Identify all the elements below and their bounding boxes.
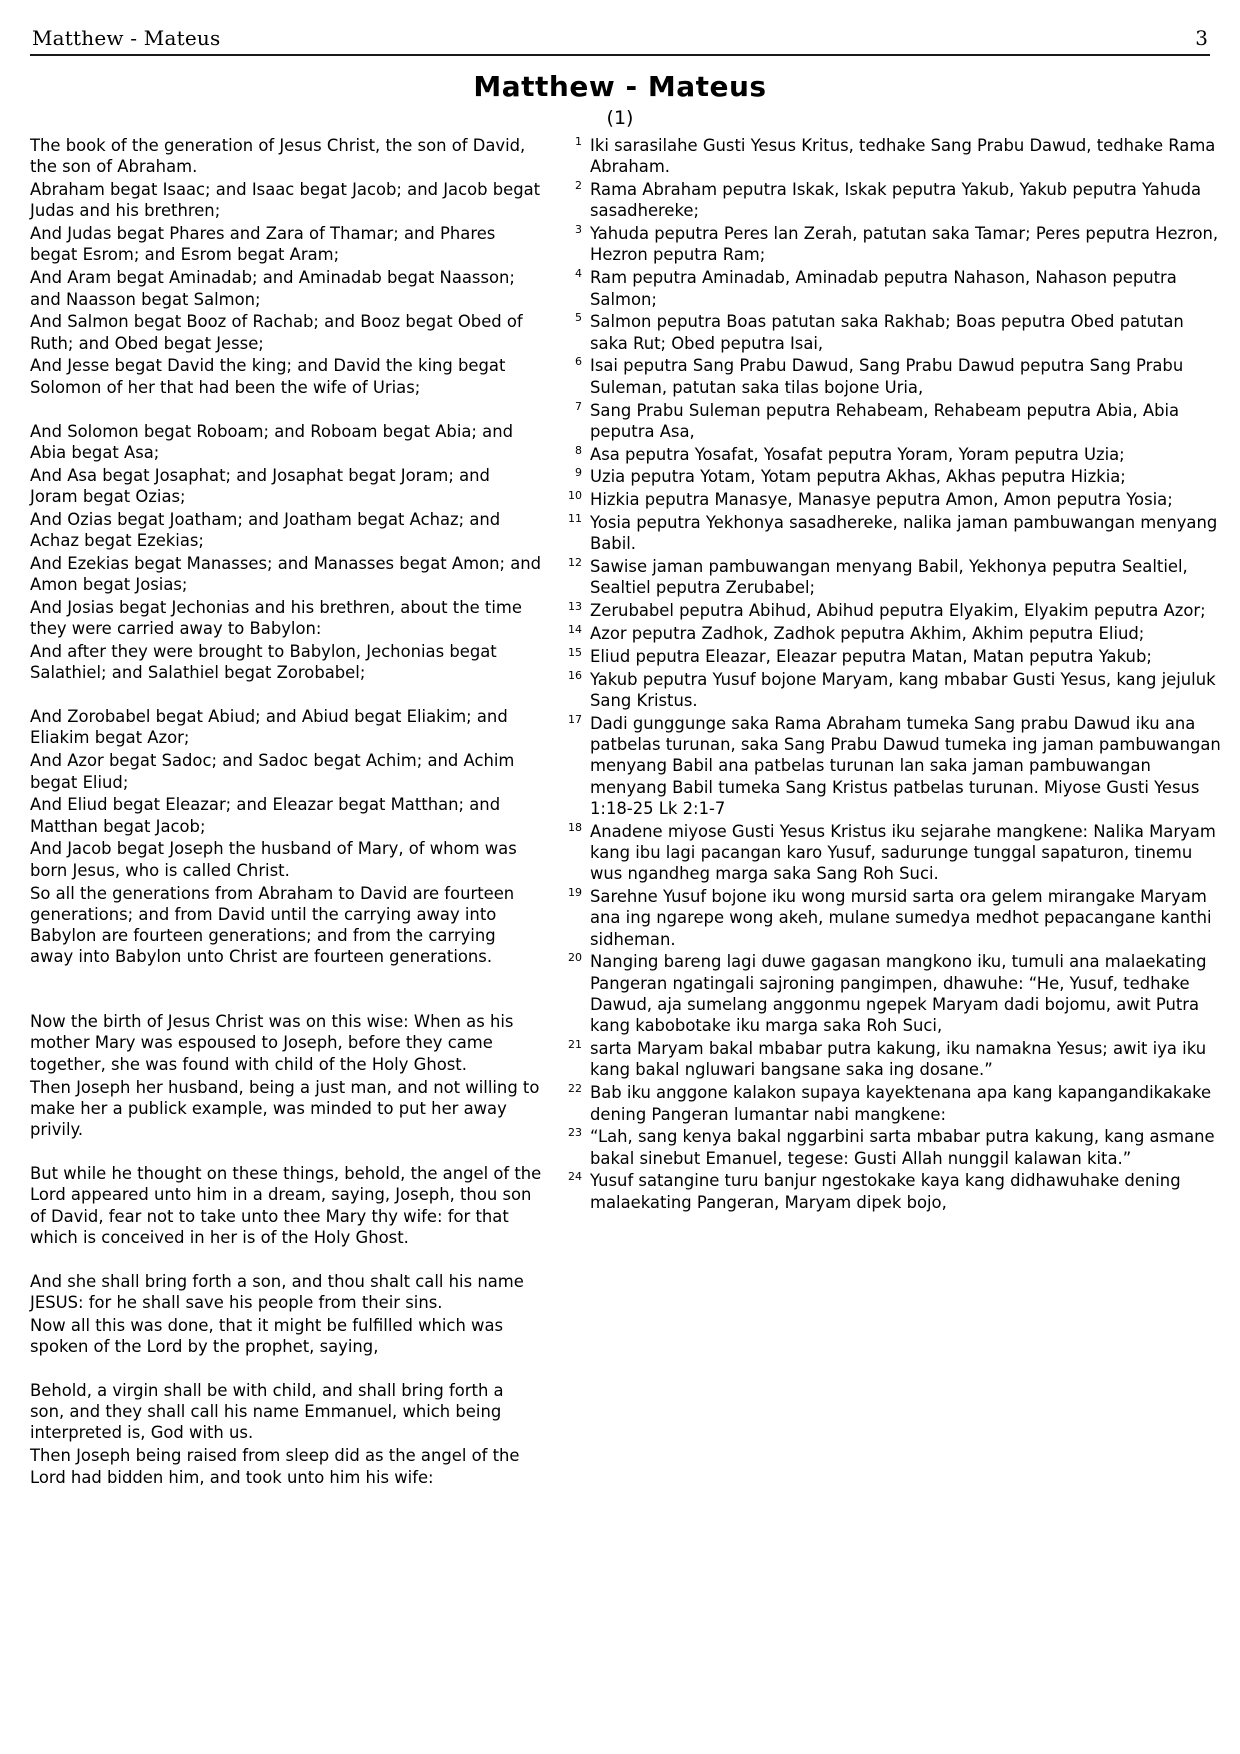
verse-paragraph: Now all this was done, that it might be fulfilled which was spoken of the Lord by the prophet, saying,	[30, 1315, 504, 1357]
verse-text: Yakub peputra Yusuf bojone Maryam, kang mbabar Gusti Yesus, kang jejuluk Sang Kristus.	[590, 669, 1216, 710]
running-header-title: Matthew - Mateus	[32, 26, 221, 50]
verse-row	[560, 1082, 1222, 1125]
verse-text: Ram peputra Aminadab, Aminadab peputra Nahason, Nahason peputra Salmon;	[590, 268, 1177, 309]
verse-row	[560, 489, 1222, 510]
verse-row	[560, 886, 1222, 950]
verse-paragraph: So all the generations from Abraham to David are fourteen generations; and from David until the carrying away into Babylon are fourteen generations; and from the carrying away into Babylon unto Christ are fourteen generations.	[30, 883, 515, 967]
verse-row	[560, 466, 1222, 487]
verse-row	[560, 311, 1222, 354]
verse-paragraph: And after they were brought to Babylon, Jechonias begat Salathiel; and Salathiel begat Zorobabel;	[30, 642, 497, 683]
verse-number: 16	[568, 668, 582, 682]
paragraph-spacer	[30, 969, 542, 990]
verse-paragraph: Then Joseph her husband, being a just man, and not willing to make her a publick example, was minded to put her away privily.	[30, 1077, 540, 1140]
verse-paragraph: And Aram begat Aminadab; and Aminadab begat Naasson; and Naasson begat Salmon;	[30, 268, 515, 309]
verse-text: Nanging bareng lagi duwe gagasan mangkono iku, tumuli ana malaekating Pangeran ngatingali sajroning pangimpen, dhawuhe: “He, Yusuf, tedhake Dawud, aja sumelang anggonmu ngepek Maryam dadi bojomu, awit Putra kang kabobotake iku marga saka Roh Suci,	[590, 952, 1207, 1036]
paragraph-spacer	[30, 990, 542, 1011]
verse-row	[560, 623, 1222, 644]
verse-text: Sarehne Yusuf bojone iku wong mursid sarta ora gelem mirangake Maryam ana ing ngarepe wong akeh, mulane sumedya medhot pepacangane kanthi sidheman.	[590, 887, 1212, 949]
verse-paragraph: Abraham begat Isaac; and Isaac begat Jacob; and Jacob begat Judas and his brethren;	[30, 180, 541, 221]
verse-number: 4	[575, 267, 582, 281]
paragraph-spacer	[30, 1359, 542, 1380]
verse-number: 13	[568, 600, 582, 614]
verse-row	[560, 267, 1222, 310]
verse-text: Azor peputra Zadhok, Zadhok peputra Akhim, Akhim peputra Eliud;	[590, 624, 1145, 644]
verse-paragraph: And Josias begat Jechonias and his brethren, about the time they were carried away to Babylon:	[30, 597, 522, 639]
verse-text: Sang Prabu Suleman peputra Rehabeam, Rehabeam peputra Abia, Abia peputra Asa,	[590, 400, 1180, 441]
verse-row	[560, 646, 1222, 667]
paragraph-spacer	[30, 1142, 542, 1163]
running-header	[30, 28, 1210, 54]
verse-row	[560, 135, 1222, 178]
verse-paragraph: And Ozias begat Joatham; and Joatham begat Achaz; and Achaz begat Ezekias;	[30, 509, 501, 551]
verse-row	[560, 713, 1222, 819]
verse-text: Bab iku anggone kalakon supaya kayektenana apa kang kapangandikakake dening Pangeran lumantar nabi mangkene:	[590, 1083, 1212, 1124]
verse-row	[560, 179, 1222, 222]
verse-number: 19	[568, 886, 582, 900]
verse-text: “Lah, sang kenya bakal nggarbini sarta mbabar putra kakung, kang asmane bakal sinebut Emanuel, tegese: Gusti Allah nunggil kalawan kita.”	[590, 1127, 1215, 1168]
book-title: Matthew - Mateus	[473, 70, 767, 103]
verse-paragraph: And she shall bring forth a son, and thou shalt call his name JESUS: for he shall save his people from their sins.	[30, 1271, 524, 1312]
two-column-body	[30, 135, 1221, 1489]
verse-number: 1	[575, 135, 582, 148]
chapter-number: (1)	[606, 107, 634, 129]
javanese-column	[560, 135, 1222, 1215]
verse-number: 22	[568, 1082, 582, 1096]
verse-text: Zerubabel peputra Abihud, Abihud peputra Elyakim, Elyakim peputra Azor;	[590, 601, 1206, 621]
verse-number: 12	[568, 556, 582, 570]
verse-number: 18	[568, 820, 582, 834]
verse-number: 14	[568, 623, 582, 637]
verse-text: Dadi gunggunge saka Rama Abraham tumeka Sang prabu Dawud iku ana patbelas turunan, saka Sang Prabu Dawud tumeka ing jaman pambuwangan menyang Babil ana patbelas turunan lan saka jaman pambuwangan menyang Babil tumeka Sang Kristus patbelas turunan. Miyose Gusti Yesus 1:18-25 Lk 2:1-7	[590, 713, 1221, 818]
verse-paragraph: And Ezekias begat Manasses; and Manasses begat Amon; and Amon begat Josias;	[30, 553, 542, 595]
verse-number: 10	[568, 489, 582, 503]
paragraph-spacer	[30, 400, 542, 421]
verse-number: 11	[568, 512, 582, 526]
verse-row	[560, 669, 1222, 712]
verse-paragraph: And Salmon begat Booz of Rachab; and Booz begat Obed of Ruth; and Obed begat Jesse;	[30, 312, 523, 353]
verse-paragraph: And Zorobabel begat Abiud; and Abiud begat Eliakim; and Eliakim begat Azor;	[30, 707, 508, 748]
verse-row	[560, 400, 1222, 443]
verse-text: Rama Abraham peputra Iskak, Iskak peputra Yakub, Yakub peputra Yahuda sasadhereke;	[590, 180, 1202, 221]
verse-number: 15	[568, 645, 582, 659]
verse-number: 6	[575, 355, 582, 369]
paragraph-spacer	[30, 685, 542, 706]
verse-number: 9	[575, 466, 582, 480]
verse-number: 8	[575, 443, 582, 457]
verse-row	[560, 1170, 1222, 1213]
verse-number: 23	[568, 1126, 582, 1140]
verse-text: Salmon peputra Boas patutan saka Rakhab; Boas peputra Obed patutan saka Rut; Obed peputra Isai,	[590, 312, 1184, 353]
english-column	[30, 135, 542, 1489]
verse-number: 3	[575, 223, 582, 237]
verse-text: Eliud peputra Eleazar, Eleazar peputra Matan, Matan peputra Yakub;	[590, 646, 1152, 666]
verse-paragraph: And Judas begat Phares and Zara of Thamar; and Phares begat Esrom; and Esrom begat Aram;	[30, 224, 496, 265]
verse-row	[560, 223, 1222, 266]
paragraph-spacer	[30, 1250, 542, 1271]
verse-text: Yusuf satangine turu banjur ngestokake kaya kang didhawuhake dening malaekating Pangeran, Maryam dipek bojo,	[590, 1171, 1181, 1212]
verse-text: Anadene miyose Gusti Yesus Kristus iku sejarahe mangkene: Nalika Maryam kang ibu lagi pacangan karo Yusuf, sadurunge tunggal sapaturon, tinemu wus ngandheg marga saka Sang Roh Suci.	[590, 821, 1216, 884]
page-number: 3	[1195, 26, 1208, 50]
verse-paragraph: But while he thought on these things, behold, the angel of the Lord appeared unto him in a dream, saying, Joseph, thou son of David, fear not to take unto thee Mary thy wife: for that which is conceived in her is of the Holy Ghost.	[30, 1163, 542, 1247]
verse-row	[560, 951, 1222, 1036]
verse-number: 17	[568, 712, 582, 726]
verse-paragraph: And Azor begat Sadoc; and Sadoc begat Achim; and Achim begat Eliud;	[30, 751, 515, 792]
verse-paragraph: And Jacob begat Joseph the husband of Mary, of whom was born Jesus, who is called Christ.	[30, 839, 517, 880]
verse-text: Yahuda peputra Peres lan Zerah, patutan saka Tamar; Peres peputra Hezron, Hezron peputra Ram;	[590, 224, 1219, 265]
verse-number: 2	[575, 179, 582, 193]
verse-paragraph: And Jesse begat David the king; and David the king begat Solomon of her that had been the wife of Urias;	[30, 356, 506, 397]
verse-number: 7	[575, 399, 582, 413]
verse-paragraph: And Asa begat Josaphat; and Josaphat begat Joram; and Joram begat Ozias;	[30, 465, 490, 506]
verse-text: Yosia peputra Yekhonya sasadhereke, nalika jaman pambuwangan menyang Babil.	[590, 513, 1218, 554]
verse-text: Sawise jaman pambuwangan menyang Babil, Yekhonya peputra Sealtiel, Sealtiel peputra Zerubabel;	[590, 557, 1188, 598]
verse-paragraph: And Solomon begat Roboam; and Roboam begat Abia; and Abia begat Asa;	[30, 421, 513, 462]
verse-paragraph: The book of the generation of Jesus Christ, the son of David, the son of Abraham.	[30, 136, 526, 177]
verse-number: 21	[568, 1038, 582, 1052]
verse-paragraph: Then Joseph being raised from sleep did as the angel of the Lord had bidden him, and took unto him his wife:	[30, 1446, 520, 1487]
verse-text: Asa peputra Yosafat, Yosafat peputra Yoram, Yoram peputra Uzia;	[590, 444, 1125, 464]
verse-text: Isai peputra Sang Prabu Dawud, Sang Prabu Dawud peputra Sang Prabu Suleman, patutan saka tilas bojone Uria,	[590, 356, 1184, 397]
verse-row	[560, 1126, 1222, 1169]
verse-row	[560, 512, 1222, 555]
verse-text: Hizkia peputra Manasye, Manasye peputra Amon, Amon peputra Yosia;	[590, 490, 1173, 510]
verse-row	[560, 355, 1222, 398]
verse-row	[560, 444, 1222, 465]
verse-number: 24	[568, 1170, 582, 1184]
verse-number: 20	[568, 951, 582, 965]
verse-text: Iki sarasilahe Gusti Yesus Kritus, tedhake Sang Prabu Dawud, tedhake Rama Abraham.	[590, 136, 1216, 177]
verse-row	[560, 1038, 1222, 1081]
verse-paragraph: Behold, a virgin shall be with child, and shall bring forth a son, and they shall call his name Emmanuel, which being interpreted is, God with us.	[30, 1380, 504, 1443]
verse-number: 5	[575, 311, 582, 325]
verse-row	[560, 556, 1222, 599]
verse-paragraph: And Eliud begat Eleazar; and Eleazar begat Matthan; and Matthan begat Jacob;	[30, 795, 501, 836]
verse-row	[560, 600, 1222, 621]
verse-paragraph: Now the birth of Jesus Christ was on this wise: When as his mother Mary was espoused to Joseph, before they came together, she was found with child of the Holy Ghost.	[30, 1012, 514, 1074]
verse-text: Uzia peputra Yotam, Yotam peputra Akhas, Akhas peputra Hizkia;	[590, 467, 1126, 487]
verse-row	[560, 821, 1222, 885]
header-divider	[30, 54, 1210, 56]
verse-text: sarta Maryam bakal mbabar putra kakung, iku namakna Yesus; awit iya iku kang bakal ngluwari bangsane saka ing dosane.”	[590, 1039, 1207, 1080]
